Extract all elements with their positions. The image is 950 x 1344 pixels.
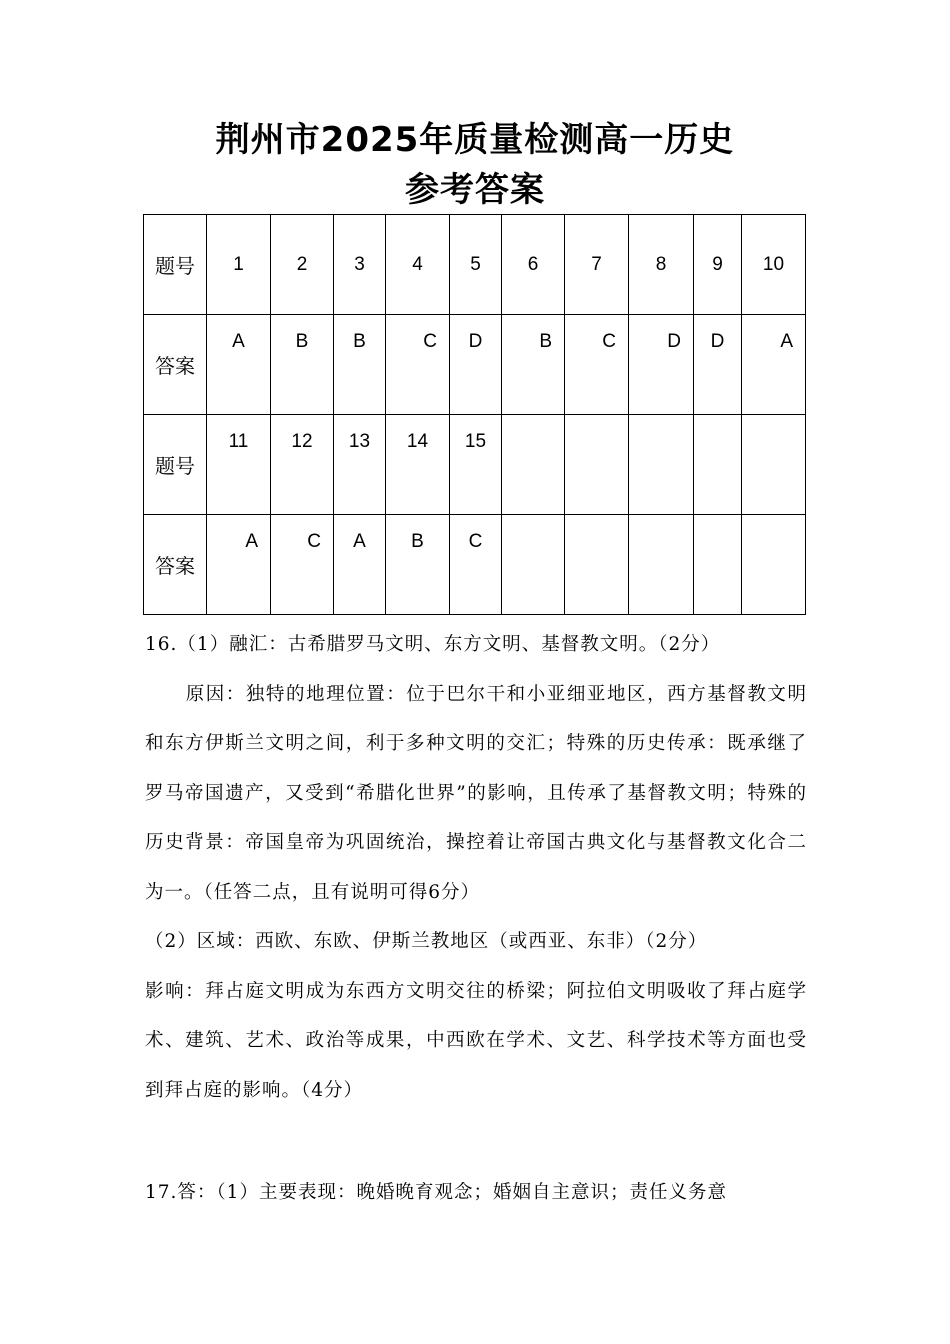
answer-cell: D: [629, 315, 694, 415]
question-number: 5: [450, 215, 502, 315]
page-title: 荆州市2025年质量检测高一历史: [215, 120, 735, 160]
question-label: 题号: [144, 215, 207, 315]
q16-part1: 16.（1）融汇：古希腊罗马文明、东方文明、基督教文明。（2分）: [145, 634, 721, 655]
answer-cell: A: [334, 515, 386, 615]
empty-cell: [629, 415, 694, 515]
question-number: 13: [334, 415, 386, 515]
table-row: [144, 415, 806, 515]
q17-part1: 17.答：（1）主要表现：晚婚晚育观念；婚姻自主意识；责任义务意: [145, 1182, 727, 1203]
question-16-answer: [145, 620, 807, 1115]
answer-cell: B: [271, 315, 334, 415]
question-number: 4: [386, 215, 450, 315]
question-17-answer: [145, 1168, 807, 1218]
answer-cell: C: [565, 315, 629, 415]
empty-cell: [565, 415, 629, 515]
question-number: 12: [271, 415, 334, 515]
empty-cell: [742, 415, 806, 515]
question-number: 14: [386, 415, 450, 515]
empty-cell: [502, 515, 565, 615]
table-row: [144, 215, 806, 315]
answer-cell: A: [207, 515, 271, 615]
q16-part2-region: （2）区域：西欧、东欧、伊斯兰教地区（或西亚、东非）（2分）: [145, 931, 708, 952]
answer-cell: C: [450, 515, 502, 615]
q16-reason: 原因：独特的地理位置：位于巴尔干和小亚细亚地区，西方基督教文明和东方伊斯兰文明之间，利于多种文明的交汇；特殊的历史传承：既承继了罗马帝国遗产，又受到“希腊化世界”的影响，且传承了基督教文明；特殊的历史背景：帝国皇帝为巩固统治，操控着让帝国古典文化与基督教文化合二为一。（任答二点，且有说明可得6分）: [145, 683, 807, 903]
page-subtitle: 参考答案: [405, 170, 545, 210]
question-number: 7: [565, 215, 629, 315]
answer-cell: C: [386, 315, 450, 415]
answer-table: [143, 214, 806, 615]
empty-cell: [502, 415, 565, 515]
answer-cell: D: [694, 315, 742, 415]
answer-cell: B: [386, 515, 450, 615]
table-row: [144, 515, 806, 615]
answer-cell: A: [742, 315, 806, 415]
question-number: 6: [502, 215, 565, 315]
empty-cell: [694, 515, 742, 615]
q16-influence: 影响：拜占庭文明成为东西方文明交往的桥梁；阿拉伯文明吸收了拜占庭学术、建筑、艺术、政治等成果，中西欧在学术、文艺、科学技术等方面也受到拜占庭的影响。（4分）: [145, 980, 807, 1101]
question-number: 11: [207, 415, 271, 515]
question-number: 2: [271, 215, 334, 315]
question-label: 题号: [144, 415, 207, 515]
empty-cell: [694, 415, 742, 515]
question-number: 10: [742, 215, 806, 315]
question-number: 9: [694, 215, 742, 315]
answer-cell: B: [334, 315, 386, 415]
answer-cell: C: [271, 515, 334, 615]
empty-cell: [742, 515, 806, 615]
answer-cell: B: [502, 315, 565, 415]
answer-label: 答案: [144, 315, 207, 415]
question-number: 8: [629, 215, 694, 315]
answer-cell: D: [450, 315, 502, 415]
table-row: [144, 315, 806, 415]
empty-cell: [565, 515, 629, 615]
question-number: 1: [207, 215, 271, 315]
answer-cell: A: [207, 315, 271, 415]
empty-cell: [629, 515, 694, 615]
answer-label: 答案: [144, 515, 207, 615]
question-number: 15: [450, 415, 502, 515]
question-number: 3: [334, 215, 386, 315]
